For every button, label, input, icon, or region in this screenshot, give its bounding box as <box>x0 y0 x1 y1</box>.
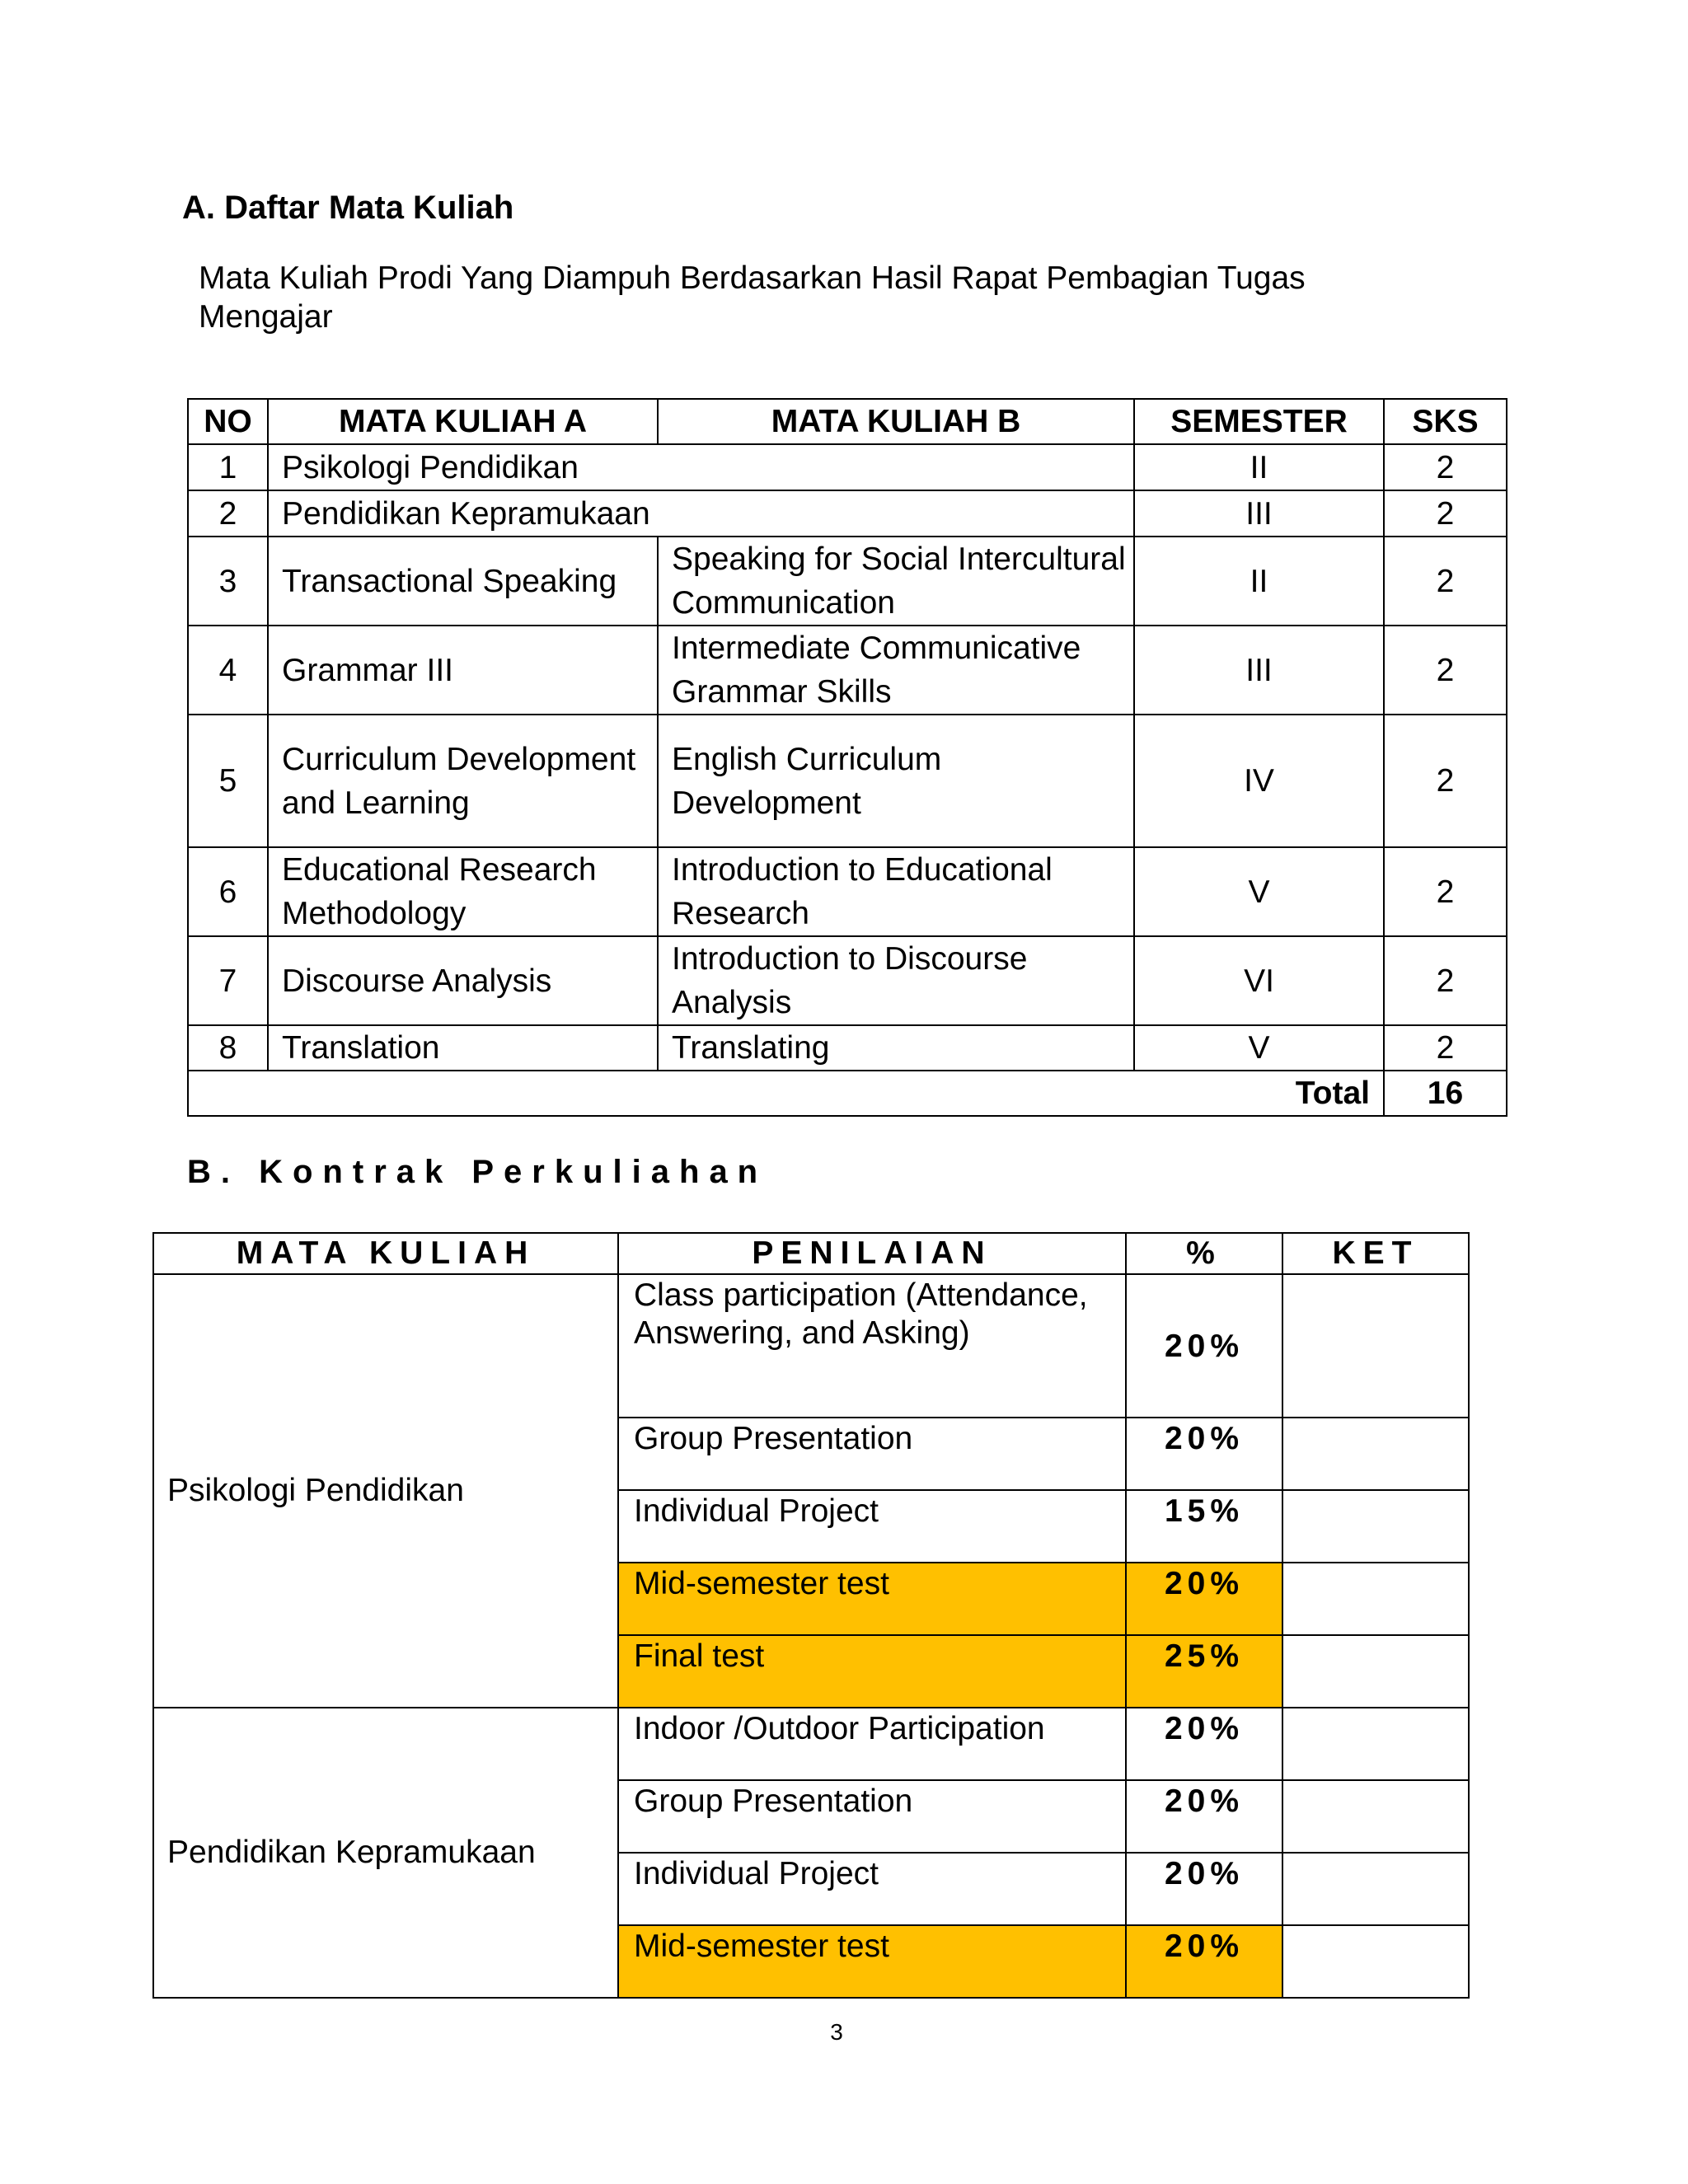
table-row <box>188 936 1507 1025</box>
ket <box>1282 1635 1469 1708</box>
table-row <box>188 715 1507 847</box>
row-course-a: Educational Research Methodology <box>268 847 658 936</box>
ket <box>1282 1853 1469 1925</box>
percent: 15% <box>1126 1490 1282 1563</box>
row-semester: V <box>1134 1025 1384 1071</box>
row-sks: 2 <box>1384 715 1507 847</box>
percent: 20% <box>1126 1274 1282 1418</box>
header-ket: KET <box>1282 1233 1469 1274</box>
percent: 20% <box>1126 1418 1282 1490</box>
course-list-table <box>187 398 1507 1117</box>
table-header-row <box>188 399 1507 444</box>
ket <box>1282 1274 1469 1418</box>
table-row <box>188 847 1507 936</box>
header-sks: SKS <box>1384 399 1507 444</box>
row-semester: III <box>1134 626 1384 715</box>
row-sks: 2 <box>1384 936 1507 1025</box>
header-mata-kuliah-a: MATA KULIAH A <box>268 399 658 444</box>
page-number: 3 <box>830 2019 843 2045</box>
row-sks: 2 <box>1384 847 1507 936</box>
row-course-b: Intermediate Communicative Grammar Skills <box>658 626 1134 715</box>
row-no: 2 <box>188 490 268 537</box>
row-course-b: Translating <box>658 1025 1134 1071</box>
row-semester: V <box>1134 847 1384 936</box>
percent: 20% <box>1126 1780 1282 1853</box>
criterion: Individual Project <box>618 1490 1126 1563</box>
row-no: 7 <box>188 936 268 1025</box>
percent: 20% <box>1126 1853 1282 1925</box>
row-sks: 2 <box>1384 444 1507 490</box>
row-course-a: Pendidikan Kepramukaan <box>268 490 1134 537</box>
ket <box>1282 1708 1469 1780</box>
total-value: 16 <box>1384 1071 1507 1116</box>
percent: 25% <box>1126 1635 1282 1708</box>
table-header-row <box>153 1233 1469 1274</box>
header-mata-kuliah: MATA KULIAH <box>153 1233 618 1274</box>
row-course-b: Introduction to Discourse Analysis <box>658 936 1134 1025</box>
criterion: Mid-semester test <box>618 1563 1126 1635</box>
criterion: Indoor /Outdoor Participation <box>618 1708 1126 1780</box>
row-sks: 2 <box>1384 626 1507 715</box>
header-no: NO <box>188 399 268 444</box>
header-semester: SEMESTER <box>1134 399 1384 444</box>
course-contract-table <box>152 1232 1470 1999</box>
header-percent: % <box>1126 1233 1282 1274</box>
row-course-a: Transactional Speaking <box>268 537 658 626</box>
section-a-intro: Mata Kuliah Prodi Yang Diampuh Berdasarkan Hasil Rapat Pembagian Tugas Mengajar <box>199 260 1306 335</box>
row-no: 1 <box>188 444 268 490</box>
course-name: Psikologi Pendidikan <box>153 1274 618 1708</box>
row-semester: VI <box>1134 936 1384 1025</box>
ket <box>1282 1490 1469 1563</box>
criterion: Final test <box>618 1635 1126 1708</box>
table-row <box>153 1708 1469 1780</box>
table-row <box>188 444 1507 490</box>
row-sks: 2 <box>1384 490 1507 537</box>
row-course-b: Speaking for Social Intercultural Communication <box>658 537 1134 626</box>
row-semester: II <box>1134 537 1384 626</box>
header-mata-kuliah-b: MATA KULIAH B <box>658 399 1134 444</box>
criterion: Group Presentation <box>618 1418 1126 1490</box>
row-sks: 2 <box>1384 1025 1507 1071</box>
row-semester: IV <box>1134 715 1384 847</box>
table-row <box>188 490 1507 537</box>
table-row <box>188 1025 1507 1071</box>
percent: 20% <box>1126 1925 1282 1998</box>
header-penilaian: PENILAIAN <box>618 1233 1126 1274</box>
row-course-a: Grammar III <box>268 626 658 715</box>
ket <box>1282 1418 1469 1490</box>
row-no: 4 <box>188 626 268 715</box>
row-no: 3 <box>188 537 268 626</box>
total-label: Total <box>188 1071 1384 1116</box>
table-row <box>153 1274 1469 1418</box>
criterion: Class participation (Attendance, Answering, and Asking) <box>618 1274 1126 1418</box>
section-a-title: A. Daftar Mata Kuliah <box>182 190 514 226</box>
row-course-a: Curriculum Development and Learning <box>268 715 658 847</box>
course-name: Pendidikan Kepramukaan <box>153 1708 618 1998</box>
ket <box>1282 1563 1469 1635</box>
ket <box>1282 1780 1469 1853</box>
row-no: 5 <box>188 715 268 847</box>
criterion: Individual Project <box>618 1853 1126 1925</box>
section-b-title: B. Kontrak Perkuliahan <box>187 1154 768 1190</box>
row-course-a: Psikologi Pendidikan <box>268 444 1134 490</box>
row-semester: III <box>1134 490 1384 537</box>
criterion: Group Presentation <box>618 1780 1126 1853</box>
percent: 20% <box>1126 1708 1282 1780</box>
table-row <box>188 626 1507 715</box>
row-no: 6 <box>188 847 268 936</box>
ket <box>1282 1925 1469 1998</box>
row-course-b: English Curriculum Development <box>658 715 1134 847</box>
total-row <box>188 1071 1507 1116</box>
row-sks: 2 <box>1384 537 1507 626</box>
row-course-a: Translation <box>268 1025 658 1071</box>
row-no: 8 <box>188 1025 268 1071</box>
criterion: Mid-semester test <box>618 1925 1126 1998</box>
row-semester: II <box>1134 444 1384 490</box>
percent: 20% <box>1126 1563 1282 1635</box>
table-row <box>188 537 1507 626</box>
row-course-b: Introduction to Educational Research <box>658 847 1134 936</box>
row-course-a: Discourse Analysis <box>268 936 658 1025</box>
